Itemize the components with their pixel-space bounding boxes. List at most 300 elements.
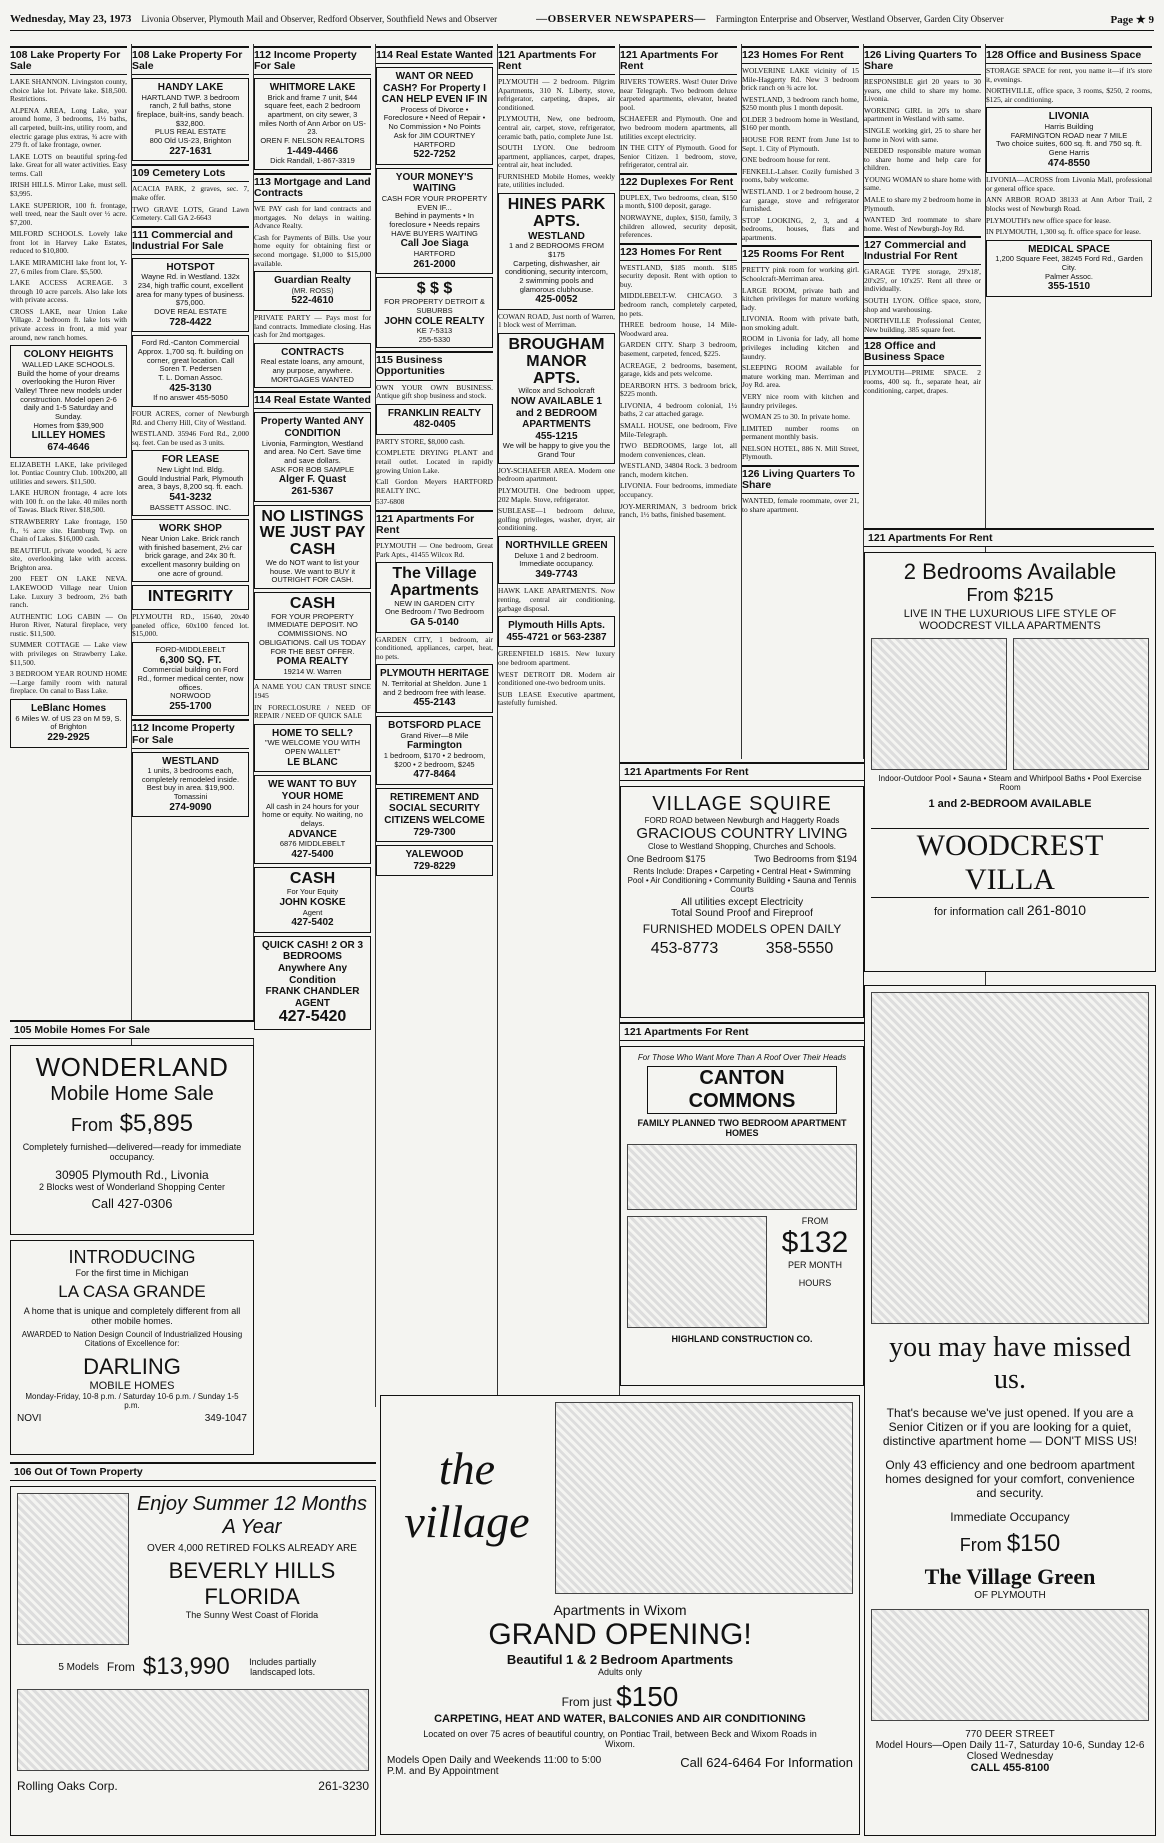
masthead-brand: —OBSERVER NEWSPAPERS—	[536, 13, 706, 25]
ad-models: FURNISHED MODELS OPEN DAILY	[642, 922, 842, 936]
classified-ad: WOLVERINE LAKE vicinity of 15 Mile-Haggerty Rd. New 3 bedroom brick ranch on ¾ acre lot.	[742, 66, 859, 93]
plymouth-hills-ad	[498, 616, 615, 647]
classified-ad: VERY nice room with kitchen and laundry privileges.	[742, 391, 859, 410]
ad-body: Two choice suites, 600 sq. ft. and 750 sq. ft.	[996, 139, 1142, 149]
ad-award: AWARDED to Nation Design Council of Industrialized Housing Citations of Excellence for:	[21, 1330, 243, 1348]
section-heading: 128 Office and Business Space	[864, 337, 981, 366]
ad-subtitle: Mobile Home Sale	[50, 1083, 214, 1105]
masthead-date: Wednesday, May 23, 1973	[10, 13, 132, 25]
ad-location: FARMINGTON ROAD near 7 MILE	[1010, 130, 1128, 140]
classified-ad: FURNISHED Mobile Homes, weekly rate, utilities included.	[498, 171, 615, 190]
ad-price: $132	[781, 1226, 849, 1259]
ad-body: Near Union Lake. Brick ranch with finished basement, 2½ car brick garage, and 24x 30 ft. excellent masonry building on one acre of ground.	[138, 533, 243, 578]
classified-ad: IN PLYMOUTH, 1,300 sq. ft. office space for lease.	[986, 227, 1141, 237]
classified-ad: 3 BEDROOM YEAR ROUND HOME—Large family room with natural fireplace. On canal to Bass Lake.	[10, 669, 127, 696]
ad-phone-2: 255-5330	[418, 334, 451, 344]
ad-price: $150	[1006, 1530, 1061, 1557]
section-heading: 108 Lake Property For Sale	[132, 46, 249, 75]
ad-title: CASH	[289, 594, 336, 612]
franklin-realty-ad	[376, 404, 493, 435]
ad-adults: Adults only	[597, 1667, 643, 1677]
ad-list: Behind in payments • In foreclosure • Needs repairs	[389, 211, 480, 230]
canton-commons-ad	[620, 1046, 864, 1386]
ad-tagline: GRACIOUS COUNTRY LIVING	[636, 825, 848, 842]
hines-park-ad	[498, 193, 615, 310]
ad-company: DOVE REAL ESTATE	[154, 307, 227, 317]
classified-ad: Call Gordon Meyers HARTFORD REALTY INC.	[376, 477, 493, 495]
ad-body-2: Only 43 efficiency and one bedroom apartment homes designed for your comfort, convenience and security.	[885, 1458, 1135, 1500]
want-cash-ad	[376, 67, 493, 165]
classified-ad: FOUR ACRES, corner of Newburgh Rd. and Cherry Hill, City of Westland.	[132, 409, 249, 427]
pool-illustration	[871, 638, 1007, 770]
wonderland-ad	[10, 1045, 254, 1235]
classified-ad: IN FORECLOSURE / NEED OF REPAIR / NEED OF QUICK SALE	[254, 702, 371, 721]
section-heading: 122 Duplexes For Rent	[620, 173, 737, 191]
colony-heights-ad	[10, 345, 127, 457]
classified-ad: SUB LEASE Executive apartment, tastefully furnished.	[498, 689, 615, 708]
ad-phone: 427-5420	[278, 1008, 347, 1026]
ad-body: That's because we've just opened. If you are a Senior Citizen or if you are looking for a quiet, distinctive apartment home — DON'T MISS US!	[882, 1406, 1138, 1448]
classified-ad: PRETTY pink room for working girl. Schoolcraft-Merriman area.	[742, 265, 859, 284]
ad-phone: 541-3232	[169, 492, 212, 504]
ad-features: Indoor-Outdoor Pool • Sauna • Steam and Whirlpool Baths • Pool Exercise Room	[878, 774, 1142, 792]
classified-ad: LIVONIA, 4 bedroom colonial, 1½ baths, 2 car attached garage.	[620, 400, 737, 419]
ad-note: We will be happy to give you the Grand Tour	[502, 441, 611, 460]
ad-body: We do NOT want to list your house. We want to BUY it OUTRIGHT FOR CASH.	[265, 557, 360, 585]
classified-ad: SLEEPING ROOM available for mature working man. Merriman and Joy Rd. area.	[742, 363, 859, 390]
classified-ad: SUMMER COTTAGE — Lake view with privileges on Strawberry Lake. $11,500.	[10, 640, 127, 667]
whitmore-lake-ad	[254, 78, 371, 170]
ad-location: NOVI	[17, 1413, 42, 1424]
classified-ad: SINGLE working girl, 25 to share her home in Novi with same.	[864, 125, 981, 144]
ad-company: JOHN KOSKE	[279, 896, 346, 908]
ad-phone: 427-5402	[291, 917, 334, 929]
ad-body: Commercial building on Ford Rd., former medical center, now offices.	[137, 665, 244, 692]
ad-hours: Monday-Friday, 10-8 p.m. / Saturday 10-6 p.m. / Sunday 1-5 p.m.	[25, 1392, 239, 1410]
classified-ad: LIVONIA—ACROSS from Livonia Mall, professional or general office space.	[986, 175, 1152, 193]
ad-utilities: All utilities except Electricity	[680, 897, 804, 908]
classified-ad: SOUTH LYON. One bedroom apartment, appliances, carpet, drapes, central air, heat included.	[498, 143, 615, 170]
ad-address: 30905 Plymouth Rd., Livonia	[55, 1168, 209, 1182]
yalewood-ad	[376, 845, 493, 876]
classified-ad: SMALL HOUSE, one bedroom, Five Mile-Telegraph.	[620, 420, 737, 439]
column-lake-property	[10, 44, 132, 1049]
ad-list: 1 bedroom, $170 • 2 bedroom, $200 • 2 bedroom, $245	[383, 750, 486, 769]
ad-role: Agent	[302, 907, 323, 917]
ad-body: All cash in 24 hours for your home or equity. No waiting, no delays.	[262, 801, 363, 828]
ad-company: LeBlanc Homes	[30, 702, 107, 714]
ad-city: Farmington	[407, 740, 462, 752]
ad-body: Wayne Rd. in Westland. 132x 234, high traffic count, excellent area for many types of business. $75,000.	[136, 272, 245, 308]
classified-ad: WORKING GIRL in 20's to share apartment in Westland with same.	[864, 105, 981, 124]
classified-ad: BEAUTIFUL private wooded, ¾ acre site, overlooking lake with access. Brighton area.	[10, 545, 127, 572]
ad-hours: Models Open Daily and Weekends 11:00 to 5:00 P.M. and By Appointment	[387, 1755, 602, 1777]
medical-space-ad	[986, 240, 1152, 297]
retirement-ad	[376, 788, 493, 842]
ad-includes: Includes partially landscaped lots.	[249, 1657, 317, 1677]
ad-address: 800 Old US-23, Brighton	[149, 136, 232, 146]
classified-ad: WANTED, female roommate, over 21, to share apartment.	[742, 496, 859, 514]
la-casa-grande-ad	[10, 1240, 254, 1455]
botsford-place-ad	[376, 716, 493, 785]
ad-company: POMA REALTY	[276, 656, 349, 668]
ad-subtitle: 6,300 SQ. FT.	[159, 654, 222, 666]
ad-subtitle: Apartments in Wixom	[553, 1602, 687, 1618]
ad-product: LA CASA GRANDE	[58, 1282, 206, 1301]
ad-hours: HOURS	[798, 1278, 832, 1288]
ad-title: CONTRACTS	[281, 346, 344, 358]
ad-company: FRANKLIN REALTY	[387, 407, 482, 419]
balloon-illustration	[871, 992, 1149, 1324]
ad-title: YOUR MONEY'S WAITING	[395, 171, 474, 195]
village-squire-ad	[620, 786, 864, 1018]
ad-phone-2: 358-5550	[765, 940, 834, 957]
classified-ad: HOUSE FOR RENT from June 1st to Sept. 1. City of Plymouth.	[742, 135, 859, 153]
ad-title: WE WANT TO BUY YOUR HOME	[268, 779, 357, 802]
ad-body: WALLED LAKE SCHOOLS. Build the home of your dreams overlooking the Huron River Valley! Three new models under construction. Model open 2-6 daily and 1-5 Saturday and Sunday.	[15, 359, 122, 421]
ad-body: N. Territorial at Sheldon. June 1 and 2 bedroom free with lease.	[382, 678, 487, 697]
classified-ad: SCHAEFER and Plymouth. One and two bedroom modern apartments, all utilities except electricity.	[620, 114, 737, 141]
ad-company: PLUS REAL ESTATE	[154, 127, 227, 137]
section-heading: 121 Apartments For Rent	[376, 510, 493, 539]
ad-from: From	[959, 1535, 1002, 1555]
classified-ad: A NAME YOU CAN TRUST SINCE 1945	[254, 682, 371, 701]
ad-title: MEDICAL SPACE	[1028, 243, 1110, 255]
ad-company: Rolling Oaks Corp.	[17, 1779, 118, 1793]
integrity-ad	[132, 585, 249, 610]
classified-ad: LAKE LOTS on beautiful spring-fed lake. Great for all water activities. Easy terms. Call	[10, 151, 127, 178]
ad-subtitle: Wilcox and Schoolcraft	[518, 386, 595, 396]
classified-ad: LAKE SUPERIOR, 100 ft. frontage, well treed, near the Sault over ½ acre. $7,200.	[10, 200, 127, 227]
classified-ad: PARTY STORE, $8,000 cash.	[376, 436, 465, 446]
ad-company-2: MOBILE HOMES	[89, 1380, 175, 1392]
ad-company: FRANK CHANDLER AGENT	[265, 986, 360, 1009]
ad-body: Brick and frame 7 unit, $44 square feet, each 2 bedroom apartment, on city sewer, 3 miles North of Ann Arbor on US-23.	[259, 92, 366, 137]
hotspot-ad	[132, 258, 249, 333]
classified-ad: LIVONIA. Four bedrooms, immediate occupancy.	[620, 481, 737, 500]
masthead-papers: Livonia Observer, Plymouth Mail and Observer, Redford Observer, Southfield News and Observer	[141, 14, 498, 24]
ad-contact: Call Joe Siaga	[400, 238, 469, 250]
contracts-ad	[254, 343, 371, 389]
ad-title: PLYMOUTH HERITAGE	[380, 668, 489, 680]
ad-title: GRAND OPENING!	[488, 1618, 752, 1651]
classified-ad: ANN ARBOR ROAD 38133 at Ann Arbor Trail, 2 blocks west of Newburgh Road.	[986, 195, 1152, 213]
classified-ad: PLYMOUTH. One bedroom upper, 202 Maple. Stove, refrigerator.	[498, 486, 615, 504]
classified-ad: NEEDED responsible mature woman to share home and help care for children.	[864, 146, 981, 173]
the-village-garden-city-ad	[376, 562, 493, 633]
ad-phone: 674-4646	[47, 441, 90, 453]
ad-buyers: HAVE BUYERS WAITING	[391, 228, 478, 238]
ad-location: FORD ROAD between Newburgh and Haggerty Roads	[644, 816, 840, 825]
quick-cash-ad	[254, 936, 371, 1030]
ad-contact: Ask for JIM COURTNEY	[393, 130, 476, 140]
classified-ad: THREE bedroom house, 14 Mile-Woodward area.	[620, 320, 737, 338]
house-illustration	[17, 1689, 369, 1771]
ad-phone: 455-4721 or 563-2387	[506, 631, 607, 643]
ad-city: WESTLAND	[528, 230, 585, 242]
classified-ad: CROSS LAKE, near Union Lake Village. 2 bedroom ft. lake lots with private access in front, a mid year around, new ranch homes.	[10, 306, 127, 342]
classified-ad: ACREAGE, 2 bedrooms, basement, garage, kids and pets welcome.	[620, 360, 737, 379]
ad-subtitle: LIVE IN THE LUXURIOUS LIFE STYLE OF WOODCREST VILLA APARTMENTS	[903, 608, 1117, 632]
ad-phone: 274-9090	[169, 801, 212, 813]
section-heading: 111 Commercial and Industrial For Sale	[132, 226, 249, 255]
classified-ad: SUBLEASE—1 bedroom deluxe, golfing privileges, washer, dryer, air conditioning.	[498, 506, 615, 533]
section-heading: 112 Income Property For Sale	[132, 719, 249, 748]
classified-ad: PRIVATE PARTY — Pays most for land contracts. Immediate closing. Has cash for 2nd mortgages.	[254, 312, 371, 340]
section-heading: 121 Apartments For Rent	[864, 528, 1154, 547]
ad-price: $13,990	[142, 1653, 230, 1680]
classified-ad: MALE to share my 2 bedroom home in Plymouth.	[864, 194, 981, 213]
ad-title: The Village Apartments	[390, 565, 479, 599]
classified-ad: PLYMOUTH — One bedroom, Great Park Apts., 41455 Wilcox Rd.	[376, 540, 493, 559]
ad-company: DARLING	[83, 1354, 181, 1379]
section-heading: 114 Real Estate Wanted	[254, 391, 371, 409]
ad-title: RETIREMENT AND SOCIAL SECURITY CITIZENS WELCOME	[384, 791, 485, 826]
ad-phone: 227-1631	[169, 145, 212, 157]
ad-body: Completely furnished—delivered—ready for immediate occupancy.	[22, 1142, 242, 1162]
ad-tagline: For Those Who Want More Than A Roof Over Their Heads	[637, 1053, 847, 1062]
ad-per: PER MONTH	[788, 1260, 842, 1270]
ad-body: Approx. 1,700 sq. ft. building on corner, great location. Call	[137, 347, 244, 365]
ad-subtitle: 1 and 2 BEDROOMS FROM $175	[508, 241, 605, 259]
ad-phone: 482-0405	[413, 419, 456, 431]
column-rooms	[742, 44, 864, 759]
ad-body: A home that is unique and completely different from all other mobile homes.	[23, 1306, 241, 1326]
column-commercial	[132, 44, 254, 1049]
classified-ad: WEST DETROIT DR. Modern air conditioned one-two bedroom units.	[498, 669, 615, 688]
apartment-illustration	[627, 1144, 857, 1210]
ad-company: The Village Green	[924, 1564, 1096, 1589]
column-mortgages	[254, 44, 376, 1407]
ad-phone: 349-1047	[204, 1413, 247, 1424]
classified-ad: PLYMOUTH's new office space for lease.	[986, 215, 1111, 225]
classified-ad: ONE bedroom house for rent.	[742, 155, 831, 165]
ford-canton-ad	[132, 335, 249, 407]
ad-title: HOTSPOT	[166, 261, 215, 273]
ad-price: Homes from $39,900	[33, 420, 104, 430]
classified-ad: OLDER 3 bedroom home in Westland, $160 per month.	[742, 114, 859, 133]
ad-two-bedroom: Two Bedrooms from $194	[753, 854, 857, 864]
ad-phone: 453-8773	[650, 940, 719, 957]
woodcrest-villa-ad	[864, 552, 1156, 972]
ad-phone: 729-8229	[413, 860, 456, 872]
section-heading: 127 Commercial and Industrial For Rent	[864, 236, 981, 265]
ad-phone: 1-449-4466	[286, 145, 339, 157]
northville-green-ad	[498, 536, 615, 585]
ad-phone: 261-2000	[413, 258, 456, 270]
ad-subtitle: FOR YOUR PROPERTY	[271, 611, 354, 621]
ad-title: CANTON COMMONS	[647, 1066, 837, 1114]
ford-middlebelt-ad	[132, 642, 249, 717]
ad-bedrooms: Beautiful 1 & 2 Bedroom Apartments	[506, 1652, 734, 1667]
ad-body: IMMEDIATE DEPOSIT. NO COMMISSIONS. NO OBLIGATIONS. Call US TODAY FOR THE BEST OFFER.	[259, 620, 366, 656]
section-heading: 113 Mortgage and Land Contracts	[254, 173, 371, 202]
ad-info: for information call	[933, 906, 1024, 918]
ad-company: LILLEY HOMES	[31, 430, 106, 442]
ad-phone: 355-1510	[1047, 281, 1091, 293]
classified-ad: GREENFIELD 16815. New luxury one bedroom apartment.	[498, 649, 615, 667]
ad-phone: 522-4610	[291, 295, 334, 307]
ad-body: Livonia, Farmington, Westland and area. No Cert. Save time and save dollars.	[261, 438, 364, 465]
clubhouse-illustration	[1013, 638, 1149, 770]
ad-subtitle: For Your Equity	[286, 887, 339, 897]
ad-title: WONDERLAND	[35, 1052, 229, 1082]
section-heading: 108 Lake Property For Sale	[10, 46, 127, 75]
beach-illustration	[17, 1493, 129, 1645]
ad-body: CASH FOR YOUR PROPERTY EVEN IF...	[381, 194, 488, 212]
section-heading: 121 Apartments For Rent	[620, 1022, 864, 1041]
ad-contact: (MR. ROSS)	[291, 285, 334, 295]
classified-ad: Cash for Payments of Bills. Use your home equity for obtaining first or second mortgage. $1,000 to $15,000 available.	[254, 232, 371, 268]
ad-title: 2 Bedrooms Available	[903, 559, 1117, 584]
ad-title: Property Wanted ANY CONDITION	[260, 416, 365, 439]
ad-phone: 728-4422	[169, 316, 212, 328]
ad-phone: 729-7300	[413, 826, 456, 838]
classified-ad: WANTED 3rd roommate to share home. West of Newburgh-Joy Rd.	[864, 215, 981, 233]
classified-ad: 200 FEET ON LAKE NEVA. LAKEWOOD Village near Union Lake. Luxury 3 bedroom, 2½ bath ranch.	[10, 574, 127, 610]
classified-ad: PLYMOUTH, New, one bedroom, central air, carpet, stove, refrigerator, ceramic bath, patio, complete June 1st.	[498, 114, 615, 141]
ad-phone: 425-3130	[169, 382, 212, 394]
ad-title: LIVONIA	[1048, 111, 1090, 123]
section-heading: 112 Income Property For Sale	[254, 46, 371, 75]
ad-title: Ford Rd.-Canton Commercial	[141, 338, 240, 348]
ad-title: NORTHVILLE GREEN	[505, 539, 608, 551]
column-duplexes-homes	[620, 44, 742, 759]
section-heading: 128 Office and Business Space	[986, 46, 1152, 64]
brougham-manor-ad	[498, 333, 615, 464]
ad-company: BASSETT ASSOC. INC.	[149, 502, 232, 512]
ad-title: CASH	[289, 870, 336, 888]
plymouth-heritage-ad	[376, 664, 493, 713]
section-heading: 125 Rooms For Rent	[742, 245, 859, 263]
classified-ad: TWO GRAVE LOTS, Grand Lawn Cemetery. Call GA 2-6643	[132, 204, 249, 223]
village-illustration	[555, 1402, 853, 1594]
ad-phone: 455-2143	[413, 697, 456, 709]
ad-subtitle: For the first time in Michigan	[75, 1268, 189, 1278]
ad-body: Gould Industrial Park, Plymouth area, 3 bays, 8,200 sq. ft. each.	[137, 473, 244, 492]
ad-title: QUICK CASH! 2 OR 3 BEDROOMS Anywhere Any Condition	[261, 939, 364, 986]
ad-builder: HIGHLAND CONSTRUCTION CO.	[671, 1334, 813, 1344]
ad-body: 1,200 Square Feet, 38245 Ford Rd., Garden City.	[995, 254, 1143, 273]
classified-ad: LARGE ROOM, private bath and kitchen privileges for mature working lady.	[742, 285, 859, 312]
classified-ad: LAKE MIRAMICHI lake front lot, Y-27, 6 miles from Clare. $5,500.	[10, 258, 127, 276]
classified-ad: ELIZABETH LAKE, lake privileged lot. Pontiac Country Club. 100x200, all utilities and sewers. $11,500.	[10, 459, 127, 486]
classified-ad: ACACIA PARK, 2 graves, sec. 7, make offer.	[132, 184, 249, 202]
ad-phone: Call 624-6464 For Information	[680, 1755, 853, 1770]
classified-ad: RIVERS TOWERS. West! Outer Drive near Telegraph. Two bedroom deluxe carpeted apartments, elevator, heated pool.	[620, 77, 737, 112]
classified-ad: DUPLEX, Two bedrooms, clean, $150 a month, $100 deposit, garage.	[620, 192, 737, 211]
ad-title: WANT OR NEED CASH? For Property I CAN HELP EVEN IF IN	[381, 71, 488, 106]
location-map	[627, 1216, 767, 1328]
classified-ad-phone: 537-6808	[376, 497, 405, 507]
harris-building-ad	[986, 107, 1152, 173]
ad-occupancy: Immediate Occupancy	[950, 1510, 1070, 1524]
ad-sold: OVER 4,000 RETIRED FOLKS ALREADY ARE	[147, 1543, 357, 1554]
ad-title: BOTSFORD PLACE	[388, 719, 481, 731]
ad-title: HOME TO SELL?	[272, 727, 353, 739]
ad-title: Plymouth Hills Apts.	[508, 620, 605, 632]
no-listings-ad	[254, 505, 371, 589]
ad-body: HARTLAND TWP. 3 bedroom ranch, 2 full baths, stone fireplace, built-ins, sandy beach. $32,800.	[136, 92, 245, 128]
column-wanted	[376, 44, 498, 1407]
ad-address: 6876 MIDDLEBELT	[279, 839, 346, 849]
leblanc-homes-ad	[10, 699, 127, 748]
section-heading: 121 Apartments For Rent	[620, 46, 737, 75]
column-apartments-1	[498, 44, 620, 1407]
ad-company: WOODCREST VILLA	[871, 828, 1149, 898]
ad-phone: 477-8464	[413, 769, 456, 781]
section-heading: 121 Apartments For Rent	[620, 762, 864, 781]
ad-phone: 474-8550	[1047, 157, 1091, 169]
classified-ad: IN THE CITY of Plymouth. Good for Senior Citizen. 1 bedroom, stove, refrigerator, central air.	[620, 143, 737, 170]
ad-availability: 1 and 2-BEDROOM AVAILABLE	[928, 798, 1092, 810]
poma-realty-ad	[254, 592, 371, 681]
classified-ad: GARDEN CITY, 1 bedroom, air conditioned, appliances, carpet, heat, no pets.	[376, 634, 493, 661]
section-heading: 121 Apartments For Rent	[498, 46, 615, 75]
section-heading: 109 Cemetery Lots	[132, 164, 249, 182]
section-heading: 115 Business Opportunities	[376, 351, 493, 380]
ad-footer: MORTGAGES WANTED	[271, 374, 354, 384]
classified-ad: DEARBORN HTS. 3 bedroom brick, $225 month.	[620, 380, 737, 399]
village-wixom-ad	[380, 1395, 860, 1835]
ad-phone: 427-5400	[291, 848, 334, 860]
ad-title: BROUGHAM MANOR APTS.	[508, 336, 605, 387]
ad-models: 5 Models	[58, 1661, 99, 1673]
ad-company: OREN F. NELSON REALTORS	[260, 136, 365, 146]
ad-title: $ $ $	[416, 280, 453, 298]
westland-income-ad	[132, 752, 249, 818]
ad-subtitle: FAMILY PLANNED TWO BEDROOM APARTMENT HOMES	[637, 1118, 847, 1138]
ad-body: Real estate loans, any amount, any purpose, anywhere.	[260, 357, 365, 375]
ad-agency: T. L. Doman Assoc.	[158, 373, 223, 383]
classified-ad: LIMITED number rooms on permanent monthly basis.	[742, 423, 859, 442]
building-illustration	[871, 1609, 1149, 1721]
section-heading: 105 Mobile Homes For Sale	[10, 1020, 254, 1039]
classified-ad: LIVONIA. Room with private bath, non smoking adult.	[742, 314, 859, 332]
classified-ad: NORTHVILLE, office space, 3 rooms, $250, 2 rooms, $125, air conditioning.	[986, 86, 1152, 104]
ad-tagline: you may have missed us.	[889, 1332, 1131, 1395]
classified-ad: WE PAY cash for land contracts and mortgages. No delays in waiting. Advance Realty.	[254, 204, 371, 231]
ad-company: Palmer Assoc.	[1045, 271, 1093, 281]
classified-ad: NORWAYNE, duplex, $150, family, 3 children allowed, security deposit, references.	[620, 212, 737, 240]
ad-subtitle: New Light Ind. Bldg.	[156, 464, 225, 474]
ad-body: Process of Divorce • Foreclosure • Need of Repair • No Commission • No Points	[383, 104, 486, 132]
ad-title: FORD-MIDDLEBELT	[155, 644, 226, 654]
classified-ad: WESTLAND. 35946 Ford Rd., 2,000 sq. feet. Can be used as 3 units.	[132, 429, 249, 447]
classified-ad: WESTLAND, $185 month. $185 security deposit. Rent with option to buy.	[620, 262, 737, 289]
home-to-sell-ad	[254, 724, 371, 773]
ad-subtitle: NEW IN GARDEN CITY	[394, 598, 475, 608]
ad-company: ADVANCE	[288, 828, 337, 840]
page-number: Page ★ 9	[1110, 13, 1155, 26]
classified-ad: YOUNG WOMAN to share home with same.	[864, 174, 981, 193]
ad-contact: ASK FOR BOB SAMPLE	[270, 464, 355, 474]
ad-title: BEVERLY HILLS FLORIDA	[168, 1558, 336, 1609]
beverly-hills-ad	[10, 1486, 376, 1836]
classified-ad: COMPLETE DRYING PLANT and retail outlet. Located in rapidly growing Union Lake.	[376, 448, 493, 475]
ad-phone: 425-0052	[535, 294, 578, 306]
classified-ad: IRISH HILLS. Mirror Lake, must sell. $3,995.	[10, 180, 127, 198]
ad-agent: Gene Harris	[1048, 147, 1090, 157]
ad-address: 19214 W. Warren	[283, 666, 342, 676]
classified-ad: STORAGE SPACE for rent, you name it—if it's store it, evenings.	[986, 66, 1152, 84]
ad-availability: NOW AVAILABLE 1 and 2 BEDROOM APARTMENTS	[511, 396, 602, 431]
classified-ad: COWAN ROAD, Just north of Warren, 1 block west of Merriman.	[498, 311, 615, 330]
ad-contact: Dick Randall, 1-867-3319	[270, 156, 355, 166]
ad-company: Alger F. Quast	[278, 474, 347, 486]
money-waiting-ad	[376, 168, 493, 275]
ad-one-bedroom: One Bedroom $175	[627, 854, 706, 864]
